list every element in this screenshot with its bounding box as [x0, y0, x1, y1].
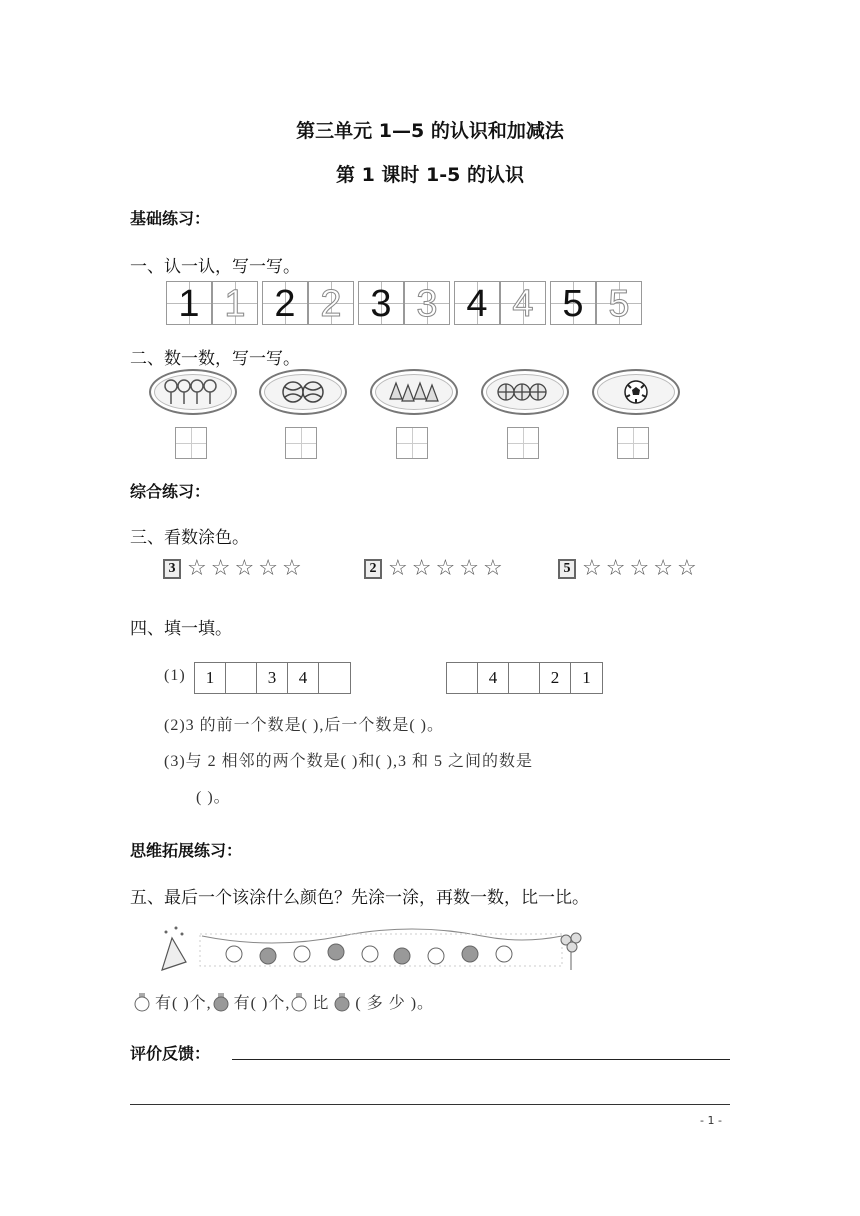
seq-cell[interactable]: [509, 663, 540, 693]
star-group-3: [558, 556, 699, 582]
sequence-left: [194, 662, 351, 694]
trace-box-1b[interactable]: 1: [212, 281, 258, 325]
star-group-1: [163, 556, 304, 582]
feedback-input-line[interactable]: [232, 1059, 730, 1060]
seq-cell[interactable]: 4: [288, 663, 319, 693]
light-bulb-gray-icon: [333, 992, 351, 1012]
star-icon[interactable]: ☆: [210, 556, 231, 581]
lollipop-icon: [151, 371, 235, 413]
seq-cell[interactable]: [319, 663, 350, 693]
page-number: - 1 -: [700, 1114, 722, 1127]
trace-box-1a[interactable]: 1: [166, 281, 212, 325]
answer-box-4[interactable]: [507, 427, 539, 459]
comprehensive-heading: 综合练习：: [130, 482, 211, 501]
light-bulb-white-icon: [290, 992, 308, 1012]
q5-part2: 有( )个,: [233, 995, 291, 1012]
number-card: 5: [558, 559, 576, 579]
trace-box-2b[interactable]: 2: [308, 281, 354, 325]
unit-title: 第三单元 1—5 的认识和加减法: [296, 120, 564, 142]
q5-answer-line: [133, 990, 434, 1013]
number-card: 3: [163, 559, 181, 579]
footer-divider: [130, 1104, 730, 1105]
q5-label: 五、最后一个该涂什么颜色？先涂一涂，再数一数，比一比。: [130, 888, 589, 908]
q4-label: 四、填一填。: [130, 619, 232, 639]
oval-basketballs: [481, 369, 569, 415]
trace-box-3b[interactable]: 3: [404, 281, 450, 325]
basic-heading: 基础练习：: [130, 209, 211, 228]
star-icon[interactable]: ☆: [388, 556, 408, 581]
trace-box-5b[interactable]: 5: [596, 281, 642, 325]
star-icon[interactable]: ☆: [582, 556, 602, 581]
q5-part1: 有( )个,: [155, 995, 212, 1012]
balloon-icon: [561, 933, 581, 970]
q1-tracing-row: [166, 281, 640, 325]
seq-cell[interactable]: 4: [478, 663, 509, 693]
shuttlecock-icon: [372, 371, 456, 413]
trace-box-4a[interactable]: 4: [454, 281, 500, 325]
trace-box-4b[interactable]: 4: [500, 281, 546, 325]
star-icon[interactable]: ☆: [676, 556, 697, 581]
q2-label: 二、数一数，写一写。: [130, 349, 300, 369]
sequence-right: [446, 662, 603, 694]
lesson-title: 第 1 课时 1-5 的认识: [335, 164, 524, 186]
q4-item2: (2)3 的前一个数是( ),后一个数是( )。: [164, 717, 444, 734]
answer-box-3[interactable]: [396, 427, 428, 459]
star-icon[interactable]: ☆: [605, 556, 626, 581]
party-popper-icon: [162, 927, 186, 971]
oval-soccerball: [592, 369, 680, 415]
star-icon[interactable]: ☆: [234, 556, 255, 581]
star-icon[interactable]: ☆: [281, 556, 302, 581]
light-bulb-gray-icon: [212, 992, 230, 1012]
q4-item3-line2: ( )。: [196, 789, 231, 806]
q5-part4: ( 多 少 )。: [355, 995, 435, 1012]
q1-label: 一、认一认，写一写。: [130, 257, 300, 277]
seq-cell[interactable]: [447, 663, 478, 693]
answer-box-1[interactable]: [175, 427, 207, 459]
soccer-ball-icon: [594, 371, 678, 413]
seq-cell[interactable]: 1: [582, 668, 591, 687]
seq-cell[interactable]: 1: [195, 663, 226, 693]
star-icon[interactable]: ☆: [459, 556, 479, 581]
star-icon[interactable]: ☆: [187, 556, 207, 581]
star-icon[interactable]: ☆: [629, 556, 650, 581]
seq-cell[interactable]: 3: [257, 663, 288, 693]
oval-lollipops: [149, 369, 237, 415]
star-icon[interactable]: ☆: [653, 556, 673, 581]
q4-item1-label: (1): [164, 667, 186, 684]
light-bulb-white-icon: [133, 992, 151, 1012]
q3-label: 三、看数涂色。: [130, 528, 249, 548]
seq-cell[interactable]: [226, 663, 257, 693]
star-icon[interactable]: ☆: [258, 556, 278, 581]
light-string-illustration: [152, 922, 592, 972]
answer-box-5[interactable]: [617, 427, 649, 459]
oval-shuttlecocks: [370, 369, 458, 415]
seq-cell[interactable]: 2: [540, 663, 571, 693]
star-icon[interactable]: ☆: [411, 556, 432, 581]
star-group-2: [364, 556, 505, 582]
star-icon[interactable]: ☆: [482, 556, 503, 581]
q5-part3: 比: [312, 995, 330, 1012]
star-icon[interactable]: ☆: [435, 556, 456, 581]
extension-heading: 思维拓展练习：: [130, 841, 243, 860]
trace-box-5a[interactable]: 5: [550, 281, 596, 325]
volleyball-icon: [261, 371, 345, 413]
feedback-label: 评价反馈：: [130, 1044, 211, 1063]
number-card: 2: [364, 559, 382, 579]
q4-item3-line1: (3)与 2 相邻的两个数是( )和( ),3 和 5 之间的数是: [164, 753, 533, 770]
trace-box-3a[interactable]: 3: [358, 281, 404, 325]
trace-box-2a[interactable]: 2: [262, 281, 308, 325]
oval-volleyballs: [259, 369, 347, 415]
answer-box-2[interactable]: [285, 427, 317, 459]
basketball-icon: [483, 371, 567, 413]
